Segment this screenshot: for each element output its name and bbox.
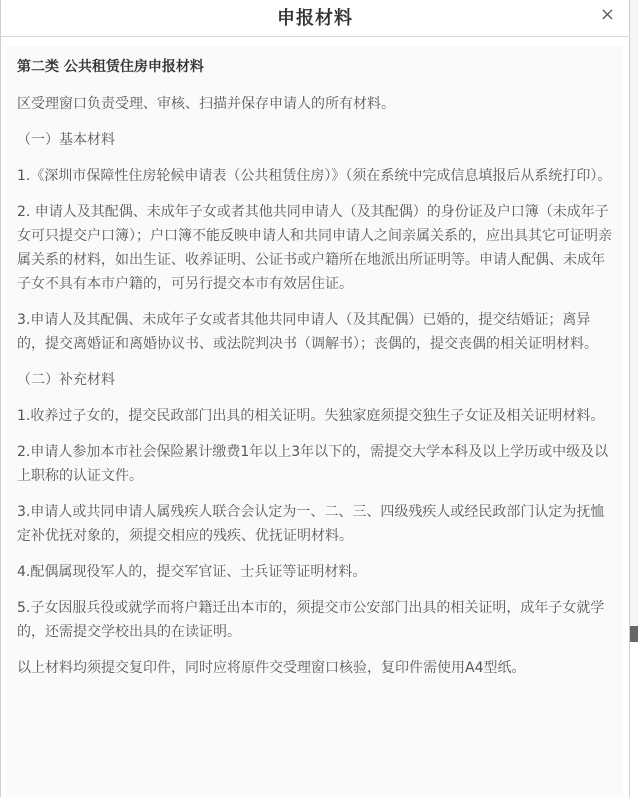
basic-item: 2. 申请人及其配偶、未成年子女或者其他共同申请人（及其配偶）的身份证及户口簿（未成年子女可只提交户口簿）；户口簿不能反映申请人和共同申请人之间亲属关系的，应出具其它可证明亲属关系的材料，如出生证、收养证明、公证书或户籍所在地派出所证明等。申请人配偶、未成年子女不具有本市户籍的，可另行提交本市有效居住证。 xyxy=(17,204,612,292)
basic-item: 3.申请人及其配偶、未成年子女或者其他共同申请人（及其配偶）已婚的，提交结婚证；离异的，提交离婚证和离婚协议书、或法院判决书（调解书）；丧偶的，提交丧偶的相关证明材料。 xyxy=(17,312,598,352)
document-heading: 第二类 公共租赁住房申报材料 xyxy=(17,59,204,75)
supplement-item: 2.申请人参加本市社会保险累计缴费1年以上3年以下的，需提交大学本科及以上学历或中级及以上职称的认证文件。 xyxy=(17,444,609,484)
supplement-item: 1.收养过子女的，提交民政部门出具的相关证明。失独家庭须提交独生子女证及相关证明材料。 xyxy=(17,408,605,424)
intro-text: 区受理窗口负责受理、审核、扫描并保存申请人的所有材料。 xyxy=(17,96,395,112)
supplement-item: 3.申请人或共同申请人属残疾人联合会认定为一、二、三、四级残疾人或经民政部门认定为抚恤定补优抚对象的，须提交相应的残疾、优抚证明材料。 xyxy=(17,504,605,544)
basic-item: 1.《深圳市保障性住房轮候申请表（公共租赁住房）》（须在系统中完成信息填报后从系统打印）。 xyxy=(17,168,612,184)
supplement-item: 5.子女因服兵役或就学而将户籍迁出本市的，须提交市公安部门出具的相关证明，成年子女就学的，还需提交学校出具的在读证明。 xyxy=(17,600,605,640)
section-title-basic: （一）基本材料 xyxy=(17,132,115,148)
supplement-item: 4.配偶属现役军人的，提交军官证、士兵证等证明材料。 xyxy=(17,564,367,580)
section-title-supplement: （二）补充材料 xyxy=(17,372,115,388)
modal-title: 申报材料 xyxy=(277,8,353,29)
footer-note: 以上材料均须提交复印件，同时应将原件交受理窗口核验，复印件需使用A4型纸。 xyxy=(17,660,526,676)
close-icon[interactable]: × xyxy=(599,4,615,25)
modal-body xyxy=(7,46,623,797)
modal-header xyxy=(1,0,629,37)
